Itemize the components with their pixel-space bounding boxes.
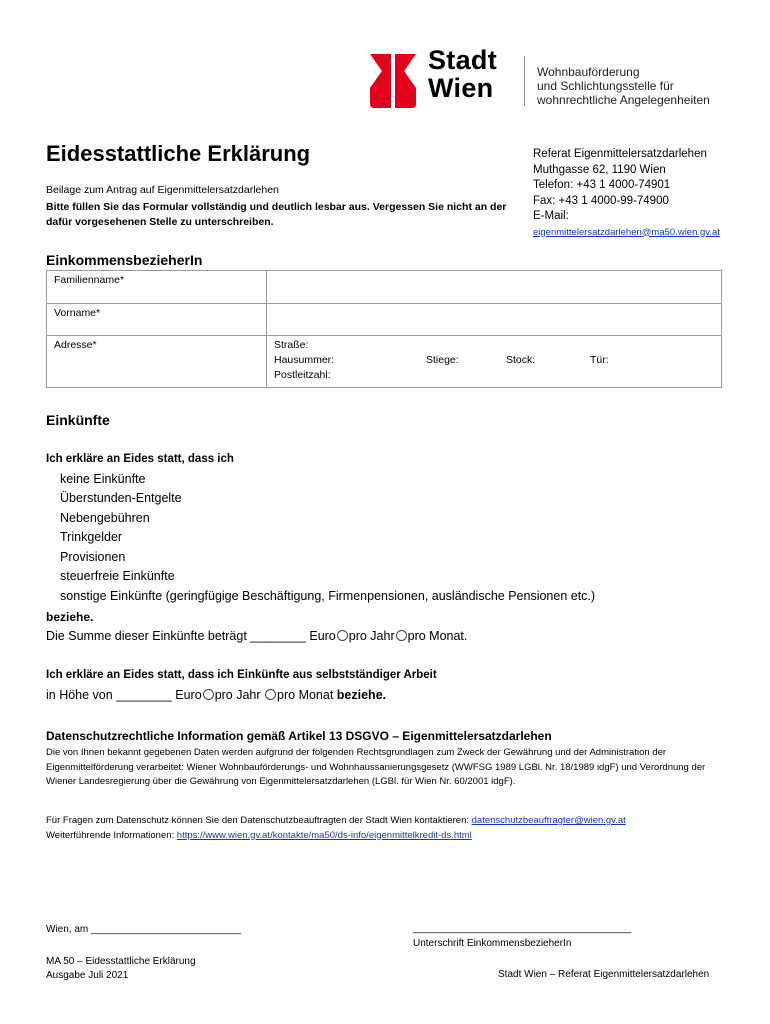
per-month-label: pro Monat. xyxy=(407,629,468,643)
income-option-other[interactable]: sonstige Einkünfte (geringfügige Beschäftigung, Firmenpensionen, ausländische Pensionen etc.) xyxy=(60,589,596,603)
address-field[interactable] xyxy=(267,336,722,388)
person-table xyxy=(46,270,722,388)
self-per-month-radio[interactable] xyxy=(265,689,276,700)
income-option-tips[interactable]: Trinkgelder xyxy=(60,530,123,544)
signature-line[interactable]: ___________________________________________ xyxy=(413,923,631,934)
income-beziehe: beziehe. xyxy=(46,610,94,624)
footer-left xyxy=(46,955,196,983)
contact-phone: Telefon: +43 1 4000-74901 xyxy=(533,179,671,191)
income-option-taxfree[interactable]: steuerfreie Einkünfte xyxy=(60,569,175,583)
contact-email-link[interactable]: eigenmittelersatzdarlehen@ma50.wien.gv.at xyxy=(533,226,720,238)
self-per-year-radio[interactable] xyxy=(203,689,214,700)
address-label: Adresse* xyxy=(47,336,267,388)
footer-right: Stadt Wien – Referat Eigenmittelersatzdarlehen xyxy=(498,969,710,980)
family-name-label: Familienname* xyxy=(47,271,267,304)
self-per-year-label: pro Jahr xyxy=(214,688,261,702)
self-amount-text: in Höhe von ________ Euro xyxy=(46,688,202,702)
self-employment-declaration: Ich erkläre an Eides statt, dass ich Einkünfte aus selbstständiger Arbeit xyxy=(46,669,437,681)
contact-dept: Referat Eigenmittelersatzdarlehen xyxy=(533,148,707,160)
contact-street: Muthgasse 62, 1190 Wien xyxy=(533,163,666,176)
house-number-label: Hausummer: xyxy=(274,354,335,366)
per-year-radio[interactable] xyxy=(337,630,348,641)
first-name-field[interactable] xyxy=(267,304,722,336)
self-per-month-label: pro Monat xyxy=(277,688,334,702)
signature-place-date[interactable]: Wien, am ___________________________ xyxy=(46,924,242,935)
stair-label: Stiege: xyxy=(426,354,459,366)
privacy-contact-text: Für Fragen zum Datenschutz können Sie den Datenschutzbeauftragten der Stadt Wien kontaktieren: xyxy=(46,815,472,826)
income-sum-line xyxy=(46,629,467,643)
privacy-text: Die von Ihnen bekannt gegebenen Daten werden aufgrund der folgenden Rechtsgrundlagen zum Zweck der Gewährung und der Administration der Eigenmittelförderung verarbeitet: Wiener Wohnbauförderungs- und Wohnhaussanierungsgesetz (WWFSG 1989 LGBl. Nr. 18/1989 idgF) und Verordnung der Wiener Landesregierung über die Gewährung von Eigenmittelersatzdarlehen (LGBl. für Wien Nr. 60/2001 idgF). xyxy=(46,747,706,787)
contact-block xyxy=(533,147,720,240)
first-name-label: Vorname* xyxy=(47,304,267,336)
stadt-wien-logo-shield xyxy=(370,54,416,108)
per-month-radio[interactable] xyxy=(396,630,407,641)
self-beziehe: beziehe. xyxy=(336,688,387,702)
signature-label: Unterschrift EinkommensbezieherIn xyxy=(413,938,572,949)
zip-label: Postleitzahl: xyxy=(274,369,331,381)
footer-edition: Ausgabe Juli 2021 xyxy=(46,970,129,981)
income-declaration: Ich erkläre an Eides statt, dass ich xyxy=(46,453,234,465)
privacy-contact-email[interactable]: datenschutzbeauftragter@wien.gv.at xyxy=(471,815,626,826)
logo-wordmark: Stadt Wien xyxy=(428,45,497,103)
per-year-label: pro Jahr xyxy=(348,629,395,643)
contact-email-label: E-Mail: xyxy=(533,210,569,222)
privacy-title: Datenschutzrechtliche Information gemäß Artikel 13 DSGVO – Eigenmittelersatzdarlehen xyxy=(46,729,552,743)
floor-label: Stock: xyxy=(506,354,536,366)
logo-divider xyxy=(524,56,525,106)
intro-attachment: Beilage zum Antrag auf Eigenmittelersatzdarlehen xyxy=(46,184,279,196)
income-sum-text: Die Summe dieser Einkünfte beträgt ________ Euro xyxy=(46,629,336,643)
income-option-fees[interactable]: Nebengebühren xyxy=(60,511,150,525)
intro-instructions: Bitte füllen Sie das Formular vollständig und deutlich lesbar aus. Vergessen Sie nicht an der dafür vorgesehenen Stelle zu unterschreiben. xyxy=(46,201,507,228)
privacy-contact xyxy=(46,814,726,843)
page-title: Eidesstattliche Erklärung xyxy=(46,141,311,166)
street-label: Straße: xyxy=(274,339,309,351)
person-heading: EinkommensbezieherIn xyxy=(46,252,203,268)
family-name-field[interactable] xyxy=(267,271,722,304)
door-label: Tür: xyxy=(590,354,609,366)
contact-fax: Fax: +43 1 4000-99-74900 xyxy=(533,194,669,207)
privacy-more-text: Weiterführende Informationen: xyxy=(46,829,177,841)
department-name: Wohnbauförderung und Schlichtungsstelle für wohnrechtliche Angelegenheiten xyxy=(537,65,710,107)
privacy-more-link[interactable]: https://www.wien.gv.at/kontakte/ma50/ds-info/eigenmittelkredit-ds.html xyxy=(176,829,472,841)
income-heading: Einkünfte xyxy=(46,412,110,428)
income-option-commissions[interactable]: Provisionen xyxy=(60,550,126,564)
income-option-none[interactable]: keine Einkünfte xyxy=(60,472,146,486)
self-employment-line xyxy=(46,688,386,702)
income-option-overtime[interactable]: Überstunden-Entgelte xyxy=(60,491,182,505)
footer-form-name: MA 50 – Eidesstattliche Erklärung xyxy=(46,956,196,967)
